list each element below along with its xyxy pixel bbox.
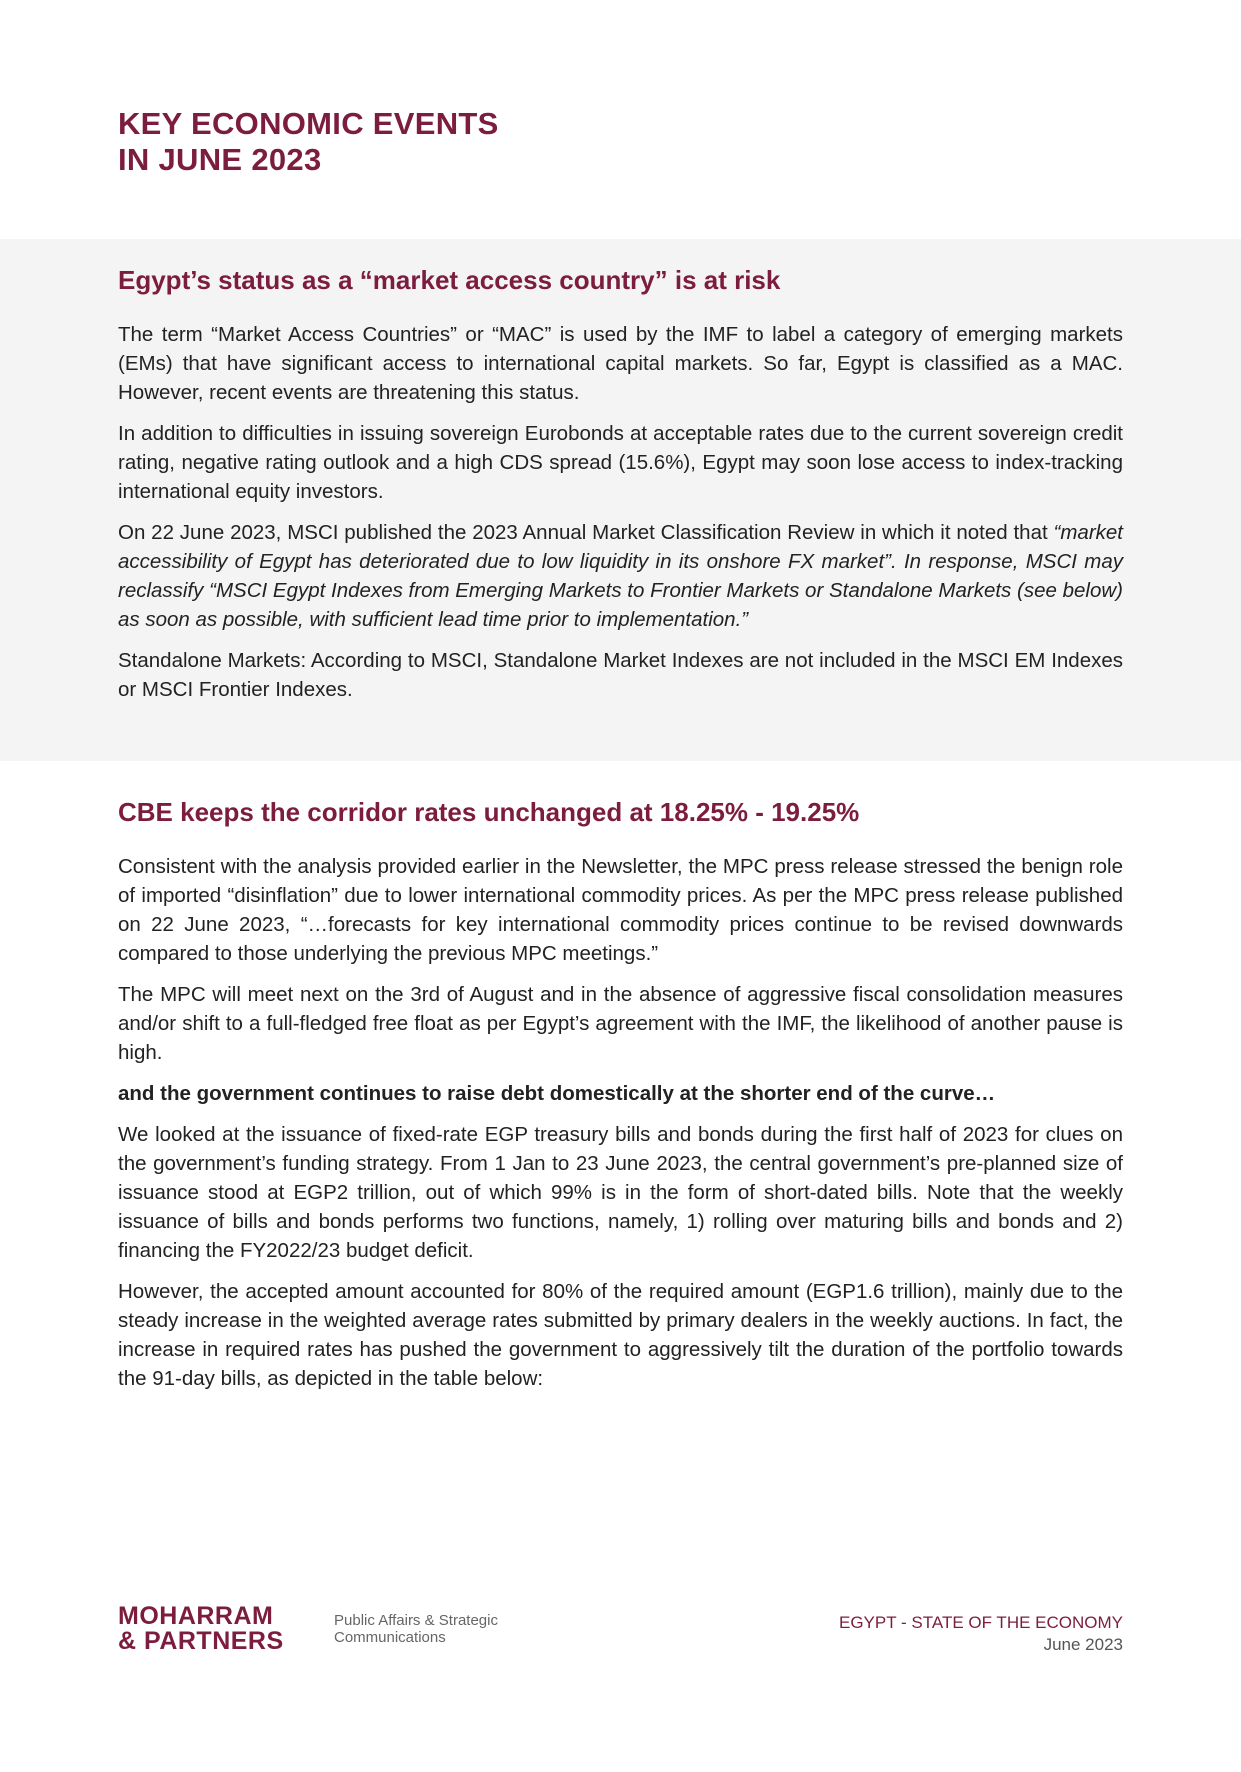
logo-line-1: MOHARRAM xyxy=(118,1602,274,1630)
section-cbe-rates xyxy=(118,796,1123,1405)
paragraph-text: On 22 June 2023, MSCI published the 2023 Annual Market Classification Review in which it noted that xyxy=(118,521,1054,544)
report-title: EGYPT - STATE OF THE ECONOMY xyxy=(839,1613,1123,1632)
paragraph: Standalone Markets: According to MSCI, Standalone Market Indexes are not included in the MSCI EM Indexes or MSCI Frontier Indexes. xyxy=(118,649,1123,701)
company-logo xyxy=(118,1604,284,1654)
tagline-line-1: Public Affairs & Strategic xyxy=(334,1612,498,1629)
msci-quote: “market accessibility of Egypt has deteriorated due to low liquidity in its onshore FX market”. In response, MSCI may reclassify “MSCI Egypt Indexes from Emerging Markets to Frontier Markets or Standalone Markets (see below) as soon as possible, with sufficient lead time prior to implementation.” xyxy=(118,521,1123,631)
page-title-line-2: IN JUNE 2023 xyxy=(118,142,322,177)
paragraph: However, the accepted amount accounted for 80% of the required amount (EGP1.6 trillion), mainly due to the steady increase in the weighted average rates submitted by primary dealers in the weekly auctions. In fact, the increase in required rates has pushed the government to aggressively tilt the duration of the portfolio towards the 91-day bills, as depicted in the table below: xyxy=(118,1280,1123,1390)
paragraph: The term “Market Access Countries” or “MAC” is used by the IMF to label a category of emerging markets (EMs) that have significant access to international capital markets. So far, Egypt is classified as a MAC. However, recent events are threatening this status. xyxy=(118,323,1123,404)
paragraph-msci-quote xyxy=(118,518,1123,634)
paragraph: We looked at the issuance of fixed-rate EGP treasury bills and bonds during the first half of 2023 for clues on the government’s funding strategy. From 1 Jan to 23 June 2023, the central government’s pre-planned size of issuance stood at EGP2 trillion, out of which 99% is in the form of short-dated bills. Note that the weekly issuance of bills and bonds performs two functions, namely, 1) rolling over maturing bills and bonds and 2) financing the FY2022/23 budget deficit. xyxy=(118,1123,1123,1262)
company-tagline xyxy=(334,1612,498,1646)
page-title xyxy=(118,106,499,178)
paragraph: Consistent with the analysis provided earlier in the Newsletter, the MPC press release stressed the benign role of imported “disinflation” due to lower international commodity prices. As per the MPC press release published on 22 June 2023, “…forecasts for key international commodity prices continue to be revised downwards compared to those underlying the previous MPC meetings.” xyxy=(118,855,1123,965)
section-heading: CBE keeps the corridor rates unchanged at 18.25% - 19.25% xyxy=(118,797,860,827)
report-date: June 2023 xyxy=(1043,1635,1123,1654)
logo-line-2: & PARTNERS xyxy=(118,1627,284,1655)
tagline-line-2: Communications xyxy=(334,1629,446,1646)
page-title-line-1: KEY ECONOMIC EVENTS xyxy=(118,106,499,141)
section-heading: Egypt’s status as a “market access country” is at risk xyxy=(118,265,781,295)
section-market-access xyxy=(118,264,1123,716)
paragraph: The MPC will meet next on the 3rd of August and in the absence of aggressive fiscal consolidation measures and/or shift to a full-fledged free float as per Egypt’s agreement with the IMF, the likelihood of another pause is high. xyxy=(118,983,1123,1064)
subheading: and the government continues to raise debt domestically at the shorter end of the curve… xyxy=(118,1082,996,1105)
paragraph: In addition to difficulties in issuing sovereign Eurobonds at acceptable rates due to the current sovereign credit rating, negative rating outlook and a high CDS spread (15.6%), Egypt may soon lose access to index-tracking international equity investors. xyxy=(118,422,1123,503)
footer-report-info xyxy=(839,1612,1123,1656)
